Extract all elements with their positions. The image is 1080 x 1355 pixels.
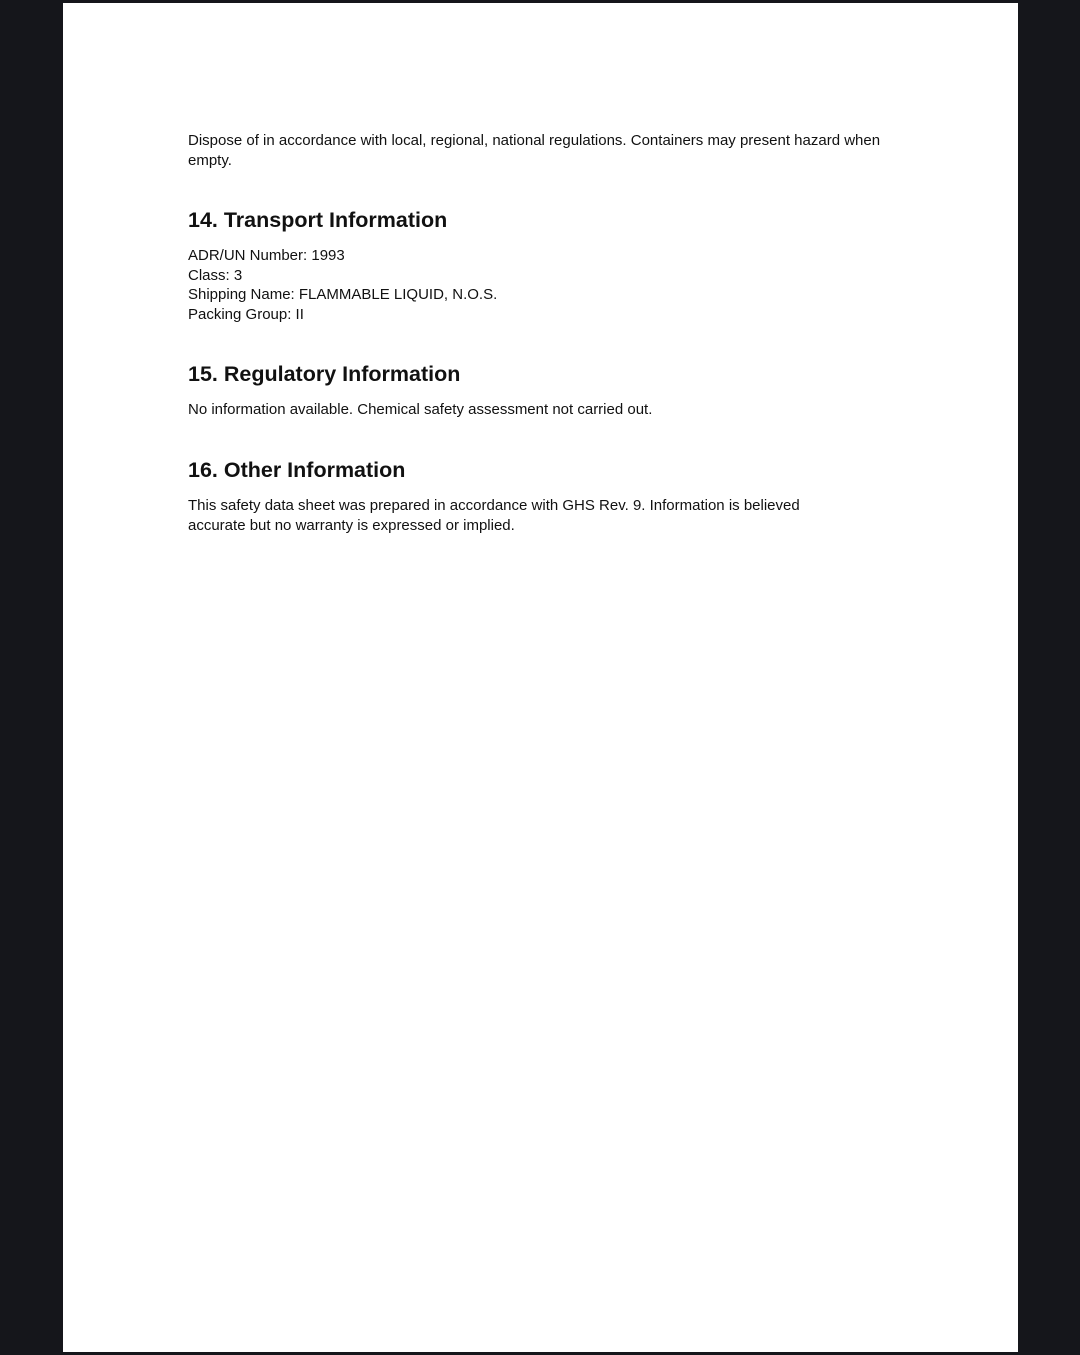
- section-14-body: [188, 246, 497, 324]
- shipping-name: Shipping Name: FLAMMABLE LIQUID, N.O.S.: [188, 286, 498, 303]
- section-15-body: No information available. Chemical safety assessment not carried out.: [188, 401, 653, 418]
- section-14-heading: 14. Transport Information: [188, 208, 448, 232]
- document-page: [63, 3, 1018, 1352]
- section-16-body: This safety data sheet was prepared in accordance with GHS Rev. 9. Information is believed accurate but no warranty is expressed or implied.: [188, 497, 800, 534]
- hazard-class: Class: 3: [188, 266, 243, 284]
- disposal-paragraph: Dispose of in accordance with local, regional, national regulations. Containers may present hazard when empty.: [188, 132, 881, 169]
- packing-group: Packing Group: II: [188, 305, 304, 323]
- adr-un-number: ADR/UN Number: 1993: [188, 247, 345, 264]
- section-16-heading: 16. Other Information: [188, 458, 406, 482]
- section-15-heading: 15. Regulatory Information: [188, 362, 461, 386]
